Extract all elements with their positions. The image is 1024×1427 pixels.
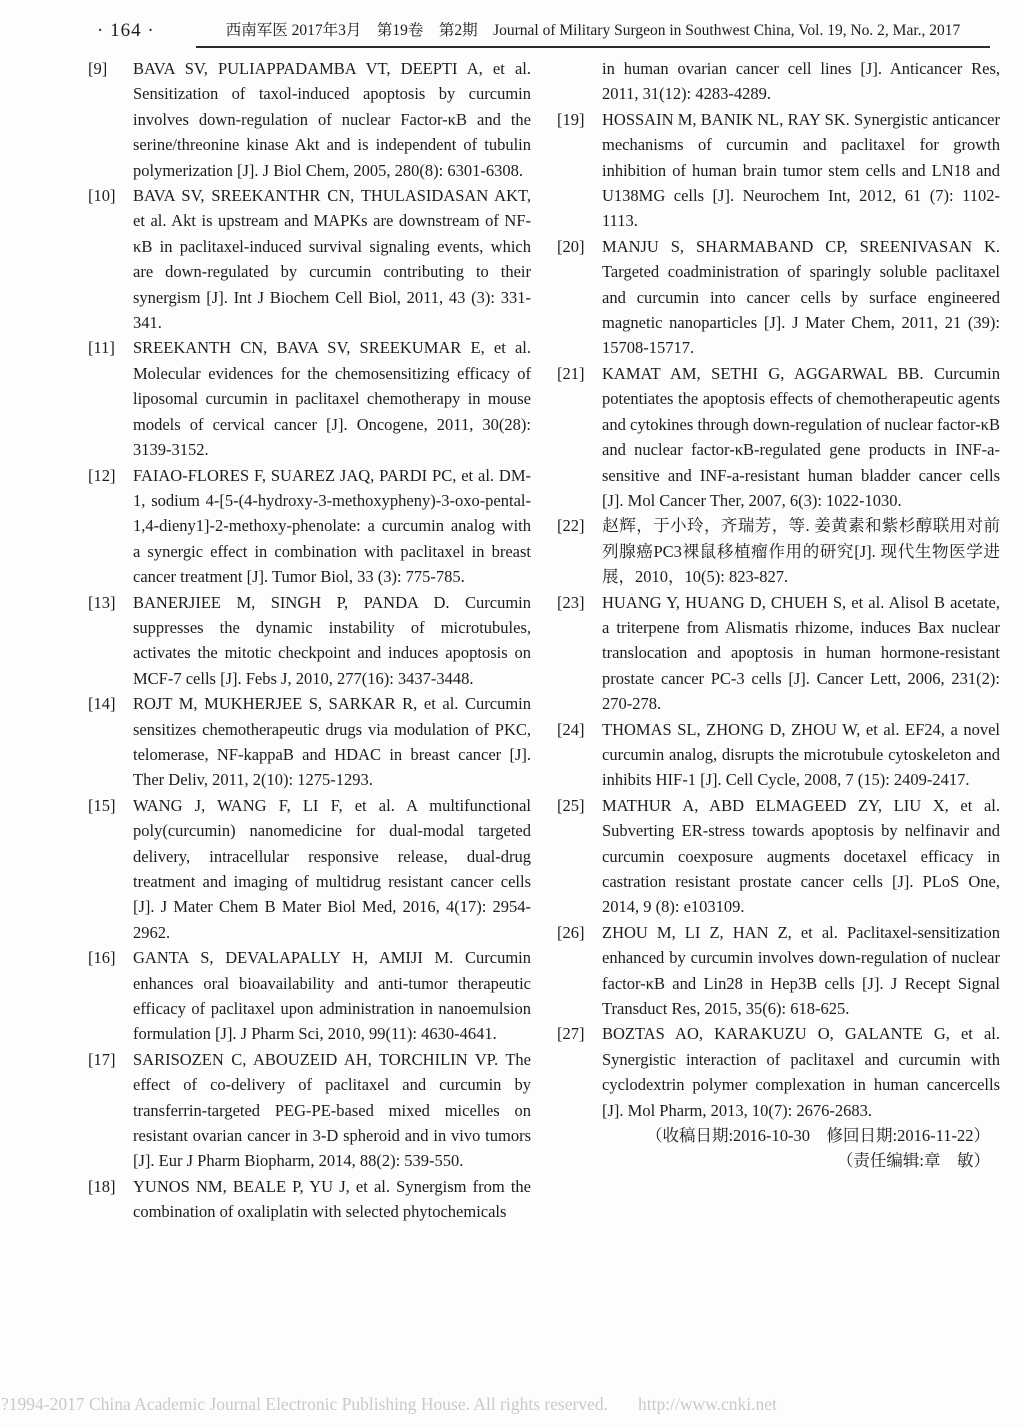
reference-text: KAMAT AM, SETHI G, AGGARWAL BB. Curcumin potentiates the apoptosis effects of chemotherapeutic agents and cytokines through down-regulation of nuclear factor-κB and nuclear factor-κB-regulated gene products in INF-a-sensitive and INF-a-resistant human bladder cancer cells [J]. Mol Cancer Ther, 2007, 6(3): 1022-1030. [602, 363, 1000, 510]
reference-text: FAIAO-FLORES F, SUAREZ JAQ, PARDI PC, et al. DM-1, sodium 4-[5-(4-hydroxy-3-methoxypheny)-3-oxo-pental-1,4-dieny1]-2-methoxy-phenolate: a curcumin analog with a synergic effect in combination with paclitaxel in breast cancer treatment [J]. Tumor Biol, 33 (3): 775-785. [133, 465, 531, 587]
reference-item [88, 691, 531, 793]
reference-number: [23] [557, 592, 585, 612]
reference-text: MANJU S, SHARMABAND CP, SREENIVASAN K. Targeted coadministration of sparingly soluble paclitaxel and curcumin into cancer cells by surface engineered magnetic nanoparticles [J]. J Mater Chem, 2011, 21 (39): 15708-15717. [602, 236, 1000, 358]
reference-number: [17] [88, 1049, 116, 1069]
references-right-column [557, 56, 1000, 1174]
reference-number: [12] [88, 465, 116, 485]
reference-text: BOZTAS AO, KARAKUZU O, GALANTE G, et al. Synergistic interaction of paclitaxel and curcumin with cyclodextrin polymer complexation in human cancercells [J]. Mol Pharm, 2013, 10(7): 2676-2683. [602, 1024, 1000, 1120]
reference-text: SREEKANTH CN, BAVA SV, SREEKUMAR E, et al. Molecular evidences for the chemosensitizing efficacy of liposomal curcumin in paclitaxel chemotherapy in mouse models of cervical cancer [J]. Oncogene, 2011, 30(28): 3139-3152. [133, 338, 531, 460]
reference-number: [16] [88, 948, 116, 968]
copyright-text: ?1994-2017 China Academic Journal Electronic Publishing House. All rights reserved. [1, 1394, 609, 1414]
responsible-editor: （责任编辑:章 敏） [836, 1151, 990, 1171]
reference-item [557, 513, 1000, 589]
reference-text: BANERJIEE M, SINGH P, PANDA D. Curcumin suppresses the dynamic instability of microtubules, activates the mitotic checkpoint and induces apoptosis on MCF-7 cells [J]. Febs J, 2010, 277(16): 3437-3448. [133, 592, 531, 688]
reference-item [557, 107, 1000, 234]
reference-item [88, 463, 531, 590]
reference-item [88, 335, 531, 462]
reference-number: [24] [557, 719, 585, 739]
reference-text: GANTA S, DEVALAPALLY H, AMIJI M. Curcumin enhances oral bioavailability and anti-tumor therapeutic efficacy of paclitaxel upon administration in nanoemulsion formulation [J]. J Pharm Sci, 2010, 99(11): 4630-4641. [133, 948, 531, 1044]
reference-number: [26] [557, 922, 585, 942]
reference-18-continuation: in human ovarian cancer cell lines [J]. Anticancer Res, 2011, 31(12): 4283-4289. [602, 59, 1000, 104]
reference-item [557, 361, 1000, 513]
references-left-column [88, 56, 531, 1225]
reference-item [557, 920, 1000, 1022]
reference-text: 赵辉，于小玲，齐瑞芳，等. 姜黄素和紫杉醇联用对前列腺癌PC3裸鼠移植瘤作用的研究[J]. 现代生物医学进展，2010，10(5): 823-827. [602, 516, 1000, 587]
reference-item [557, 793, 1000, 920]
reference-number: [9] [88, 59, 108, 78]
received-revised-dates: （收稿日期:2016-10-30 修回日期:2016-11-22） [645, 1126, 990, 1146]
reference-number: [10] [88, 186, 116, 206]
reference-item [557, 234, 1000, 361]
page-header [0, 16, 1024, 50]
reference-item [88, 1047, 531, 1174]
reference-number: [19] [557, 109, 585, 129]
reference-number: [14] [88, 694, 116, 714]
reference-item [557, 1021, 1000, 1123]
reference-number: [25] [557, 795, 585, 815]
journal-header-line: 西南军医 2017年3月 第19卷 第2期 Journal of Military Surgeon in Southwest China, Vol. 19, No. 2, Mar., 2017 [196, 18, 990, 48]
reference-number: [15] [88, 795, 116, 815]
reference-text: ROJT M, MUKHERJEE S, SARKAR R, et al. Curcumin sensitizes chemotherapeutic drugs via modulation of PKC, telomerase, NF-kappaB and HDAC in breast cancer [J]. Ther Deliv, 2011, 2(10): 1275-1293. [133, 694, 531, 790]
reference-number: [21] [557, 363, 585, 383]
reference-item [88, 793, 531, 945]
reference-item [88, 590, 531, 692]
reference-text: HOSSAIN M, BANIK NL, RAY SK. Synergistic anticancer mechanisms of curcumin and paclitaxel for growth inhibition of human brain tumor stem cells and LN18 and U138MG cells [J]. Neurochem Int, 2012, 61 (7): 1102-1113. [602, 109, 1000, 231]
reference-item [88, 183, 531, 335]
reference-text: THOMAS SL, ZHONG D, ZHOU W, et al. EF24, a novel curcumin analog, disrupts the microtubule cytoskeleton and inhibits HIF-1 [J]. Cell Cycle, 2008, 7 (15): 2409-2417. [602, 719, 1000, 790]
reference-number: [18] [88, 1176, 116, 1196]
cnki-url: http://www.cnki.net [638, 1394, 777, 1414]
reference-text: MATHUR A, ABD ELMAGEED ZY, LIU X, et al. Subverting ER-stress towards apoptosis by nelfinavir and curcumin coexposure augments docetaxel efficacy in castration resistant prostate cancer cells [J]. PLoS One, 2014, 9 (8): e103109. [602, 795, 1000, 917]
reference-item [557, 717, 1000, 793]
reference-item [88, 945, 531, 1047]
reference-text: ZHOU M, LI Z, HAN Z, et al. Paclitaxel-sensitization enhanced by curcumin involves down-regulation of nuclear factor-κB and Lin28 in Hep3B cells [J]. J Recept Signal Transduct Res, 2015, 35(6): 618-625. [602, 922, 1000, 1019]
reference-text: SARISOZEN C, ABOUZEID AH, TORCHILIN VP. The effect of co-delivery of paclitaxel and curcumin by transferrin-targeted PEG-PE-based mixed micelles on resistant ovarian cancer in 3-D spheroid and in vivo tumors [J]. Eur J Pharm Biopharm, 2014, 88(2): 539-550. [133, 1049, 531, 1171]
reference-text: YUNOS NM, BEALE P, YU J, et al. Synergism from the combination of oxaliplatin with selected phytochemicals [133, 1176, 531, 1222]
reference-item [88, 1174, 531, 1225]
reference-text: BAVA SV, PULIAPPADAMBA VT, DEEPTI A, et al. Sensitization of taxol-induced apoptosis by curcumin involves down-regulation of nuclear Factor-κB and the serine/threonine kinase Akt and is independent of tubulin polymerization [J]. J Biol Chem, 2005, 280(8): 6301-6308. [133, 59, 531, 180]
reference-number: [27] [557, 1024, 585, 1044]
reference-text: BAVA SV, SREEKANTHR CN, THULASIDASAN AKT, et al. Akt is upstream and MAPKs are downstream of NF-κB in paclitaxel-induced survival signaling events, which are down-regulated by curcumin contributing to their synergism [J]. Int J Biochem Cell Biol, 2011, 43 (3): 331-341. [133, 186, 531, 333]
reference-number: [13] [88, 592, 116, 612]
right-column-reference-list [557, 107, 1000, 1123]
reference-number: [20] [557, 236, 585, 256]
reference-text: HUANG Y, HUANG D, CHUEH S, et al. Alisol B acetate, a triterpene from Alismatis rhizome, induces Bax nuclear translocation and apoptosis in human hormone-resistant prostate cancer PC-3 cells [J]. Cancer Lett, 2006, 231(2): 270-278. [602, 592, 1000, 714]
reference-number: [11] [88, 338, 115, 358]
reference-number: [22] [557, 516, 585, 536]
reference-text: WANG J, WANG F, LI F, et al. A multifunctional poly(curcumin) nanomedicine for dual-modal targeted delivery, intracellular responsive release, dual-drug treatment and imaging of multidrug resistant cancer cells [J]. J Mater Chem B Mater Biol Med, 2016, 4(17): 2954-2962. [133, 795, 531, 942]
reference-item [557, 590, 1000, 717]
page-number: · 164 · [97, 20, 155, 41]
reference-item [88, 56, 531, 183]
copyright-footer [1, 1394, 1023, 1415]
